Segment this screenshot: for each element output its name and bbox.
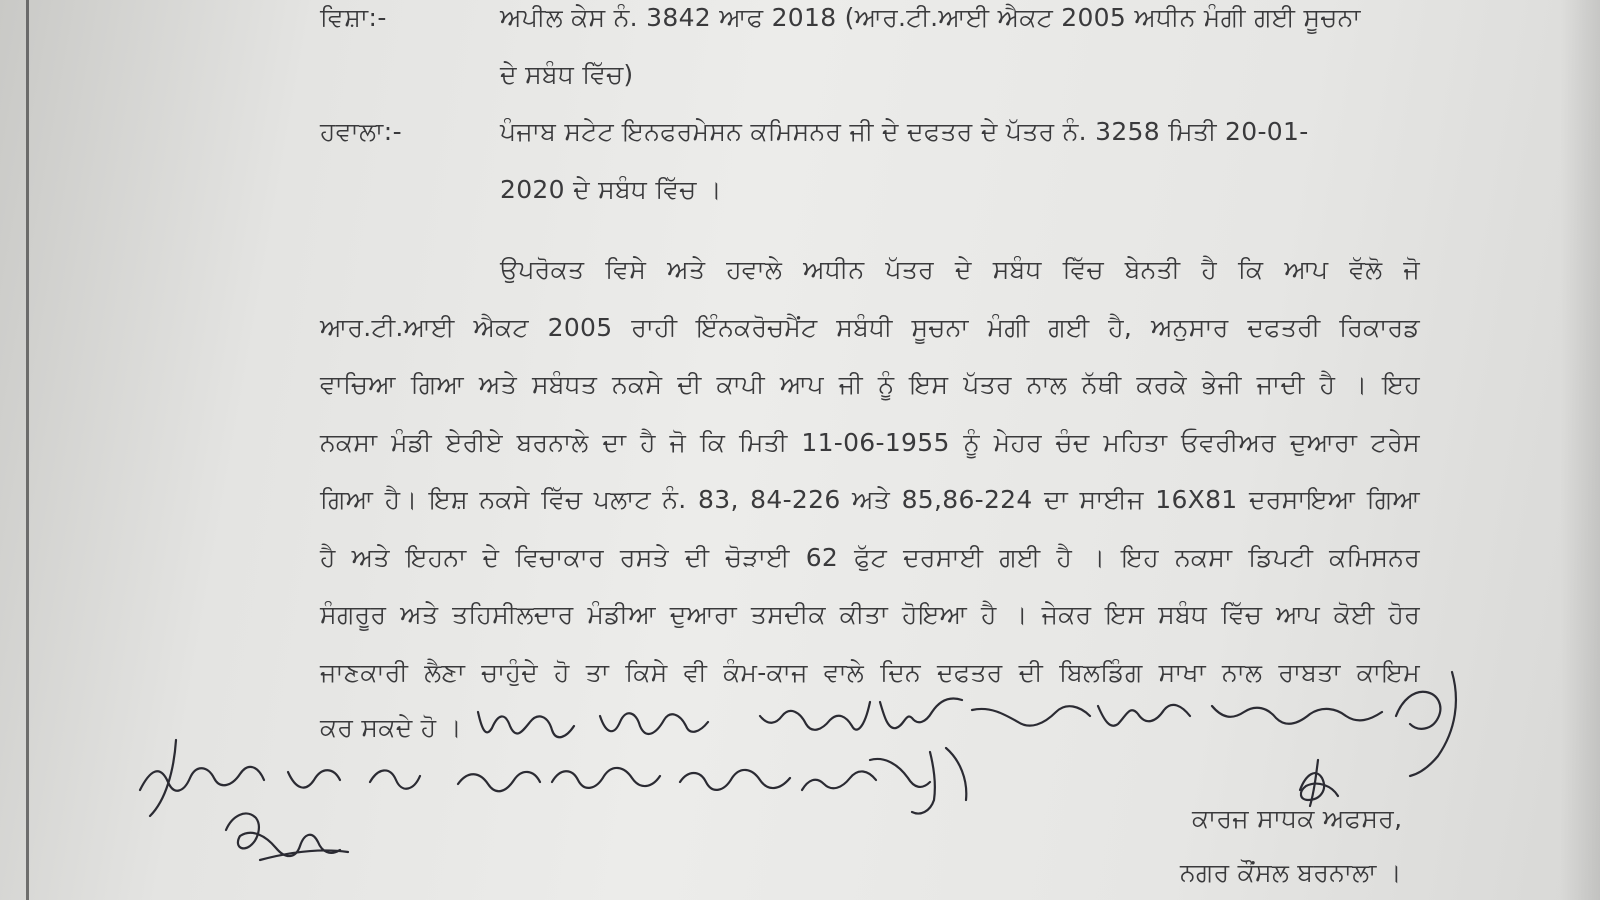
handwritten-note-line-1 <box>478 672 1456 776</box>
body-line: ਗਿਆ ਹੈ। ਇਸ਼ ਨਕਸੇ ਵਿੱਚ ਪਲਾਟ ਨੰ. 83, 84-226 ਅਤੇ 85,86-224 ਦਾ ਸਾਈਜ 16X81 ਦਰਸਾਇਆ ਗਿਆ <box>320 485 1420 514</box>
body-line: ਕਰ ਸਕਦੇ ਹੋ । <box>320 713 462 742</box>
handwritten-initials <box>226 814 348 860</box>
reference-line-1: ਪੰਜਾਬ ਸਟੇਟ ਇਨਫਰਮੇਸਨ ਕਮਿਸਨਰ ਜੀ ਦੇ ਦਫਤਰ ਦੇ ਪੱਤਰ ਨੰ. 3258 ਮਿਤੀ 20-01- <box>500 117 1309 146</box>
subject-line-2: ਦੇ ਸਬੰਧ ਵਿੱਚ) <box>500 60 634 89</box>
body-line: ਜਾਣਕਾਰੀ ਲੈਣਾ ਚਾਹੁੰਦੇ ਹੋ ਤਾ ਕਿਸੇ ਵੀ ਕੰਮ-ਕਾਜ ਵਾਲੇ ਦਿਨ ਦਫਤਰ ਦੀ ਬਿਲਡਿੰਗ ਸਾਖਾ ਨਾਲ ਰਾਬਤਾ ਕਾਇਮ <box>320 658 1420 687</box>
body-line: ਹੈ ਅਤੇ ਇਹਨਾ ਦੇ ਵਿਚਾਕਾਰ ਰਸਤੇ ਦੀ ਚੋੜਾਈ 62 ਫੁੱਟ ਦਰਸਾਈ ਗਈ ਹੈ । ਇਹ ਨਕਸਾ ਡਿਪਟੀ ਕਮਿਸਨਰ <box>320 543 1420 572</box>
signatory-designation: ਕਾਰਜ ਸਾਧਕ ਅਫਸਰ, <box>1192 804 1403 833</box>
body-line: ਉਪਰੋਕਤ ਵਿਸੇ ਅਤੇ ਹਵਾਲੇ ਅਧੀਨ ਪੱਤਰ ਦੇ ਸਬੰਧ ਵਿੱਚ ਬੇਨਤੀ ਹੈ ਕਿ ਆਪ ਵੱਲੋ ਜੋ <box>500 255 1420 284</box>
reference-line-2: 2020 ਦੇ ਸਬੰਧ ਵਿੱਚ । <box>500 175 722 204</box>
subject-label: ਵਿਸ਼ਾ:- <box>320 3 387 32</box>
body-line: ਵਾਚਿਆ ਗਿਆ ਅਤੇ ਸਬੰਧਤ ਨਕਸੇ ਦੀ ਕਾਪੀ ਆਪ ਜੀ ਨੂੰ ਇਸ ਪੱਤਰ ਨਾਲ ਨੱਥੀ ਕਰਕੇ ਭੇਜੀ ਜਾਦੀ ਹੈ । ਇਹ <box>320 370 1420 399</box>
signatory-office: ਨਗਰ ਕੌਂਸਲ ਬਰਨਾਲਾ । <box>1180 858 1402 887</box>
reference-label: ਹਵਾਲਾ:- <box>320 117 403 146</box>
body-line: ਨਕਸਾ ਮੰਡੀ ਏਰੀਏ ਬਰਨਾਲੇ ਦਾ ਹੈ ਜੋ ਕਿ ਮਿਤੀ 11-06-1955 ਨੂੰ ਮੇਹਰ ਚੰਦ ਮਹਿਤਾ ਓਵਰੀਅਰ ਦੁਆਰਾ ਟਰੇਸ <box>320 428 1420 457</box>
handwritten-note-line-2 <box>140 740 966 816</box>
body-line: ਆਰ.ਟੀ.ਆਈ ਐਕਟ 2005 ਰਾਹੀ ਇੰਨਕਰੋਚਮੈਂਟ ਸਬੰਧੀ ਸੂਚਨਾ ਮੰਗੀ ਗਈ ਹੈ, ਅਨੁਸਾਰ ਦਫਤਰੀ ਰਿਕਾਰਡ <box>320 313 1420 342</box>
handwritten-signature <box>1300 760 1338 806</box>
subject-line-1: ਅਪੀਲ ਕੇਸ ਨੰ. 3842 ਆਫ 2018 (ਆਰ.ਟੀ.ਆਈ ਐਕਟ 2005 ਅਧੀਨ ਮੰਗੀ ਗਈ ਸੂਚਨਾ <box>500 3 1361 32</box>
body-line: ਸੰਗਰੂਰ ਅਤੇ ਤਹਿਸੀਲਦਾਰ ਮੰਡੀਆ ਦੁਆਰਾ ਤਸਦੀਕ ਕੀਤਾ ਹੋਇਆ ਹੈ । ਜੇਕਰ ਇਸ ਸਬੰਧ ਵਿੱਚ ਆਪ ਕੋਈ ਹੋਰ <box>320 600 1420 629</box>
